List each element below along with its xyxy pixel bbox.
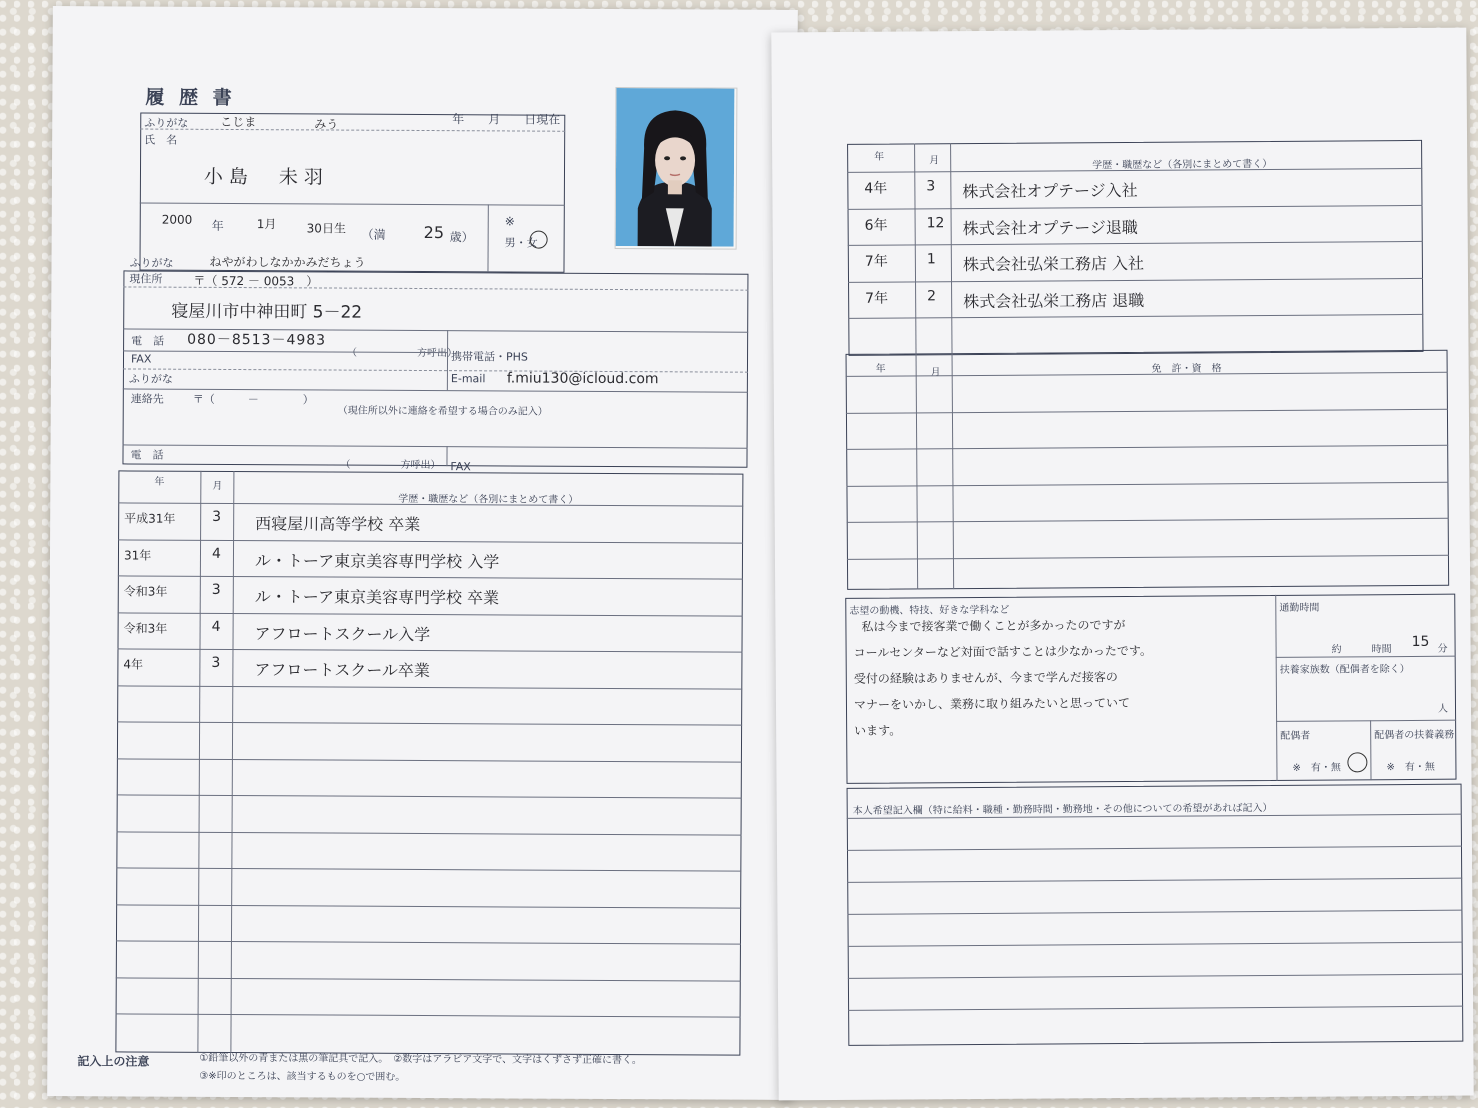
license-col-month: 月 [930, 367, 941, 379]
education-year: 令和3年 [123, 584, 168, 599]
education-month: 3 [211, 581, 221, 598]
furigana-surname: こじま [220, 114, 257, 130]
birth-month: 1月 [256, 217, 277, 232]
contact-label: 連絡先 [130, 392, 164, 406]
name-label: 氏 名 [144, 133, 178, 147]
dependents-unit: 人 [1437, 703, 1449, 715]
date-label: 年 月 日現在 [452, 112, 561, 127]
form-title: 履 歴 書 [145, 86, 236, 110]
education-year: 31年 [123, 547, 152, 563]
birth-day: 30日生 [306, 221, 347, 236]
education-entry: アフロートスクール入学 [254, 623, 431, 644]
license-col-year: 年 [875, 363, 886, 375]
education-year: 令和3年 [123, 620, 168, 636]
email-value: f.miu130@icloud.com [506, 370, 659, 388]
license-rows [771, 28, 1466, 33]
work-month: 2 [927, 287, 937, 304]
address-furigana: ねやがわしなかかみだちょう [209, 254, 366, 270]
resume-right-page [771, 28, 1473, 1101]
education-entry: ル・トーア東京美容専門学校 卒業 [254, 587, 500, 608]
address-furigana-label: ふりがな [129, 256, 174, 270]
spouse-circle-mark [1347, 752, 1367, 772]
education-year: 平成31年 [124, 511, 176, 526]
gender-note: ※ [504, 214, 515, 229]
phone-suffix: （ 方呼出） [347, 347, 458, 360]
edu-col-month: 月 [212, 480, 223, 492]
spouse-value: ※ 有・無 [1292, 762, 1341, 774]
work-col-month: 月 [929, 155, 940, 167]
education-year: 4年 [123, 657, 144, 672]
birth-year-label: 年 [211, 218, 224, 233]
furigana-label: ふりがな [144, 116, 189, 130]
education-entry: ル・トーア東京美容専門学校 入学 [254, 550, 500, 571]
commute-label: 通勤時間 [1279, 602, 1320, 614]
gender-circle-mark [530, 231, 548, 249]
work-entry: 株式会社オプテージ入社 [962, 180, 1138, 202]
notes-line-2: ③※印のところは、該当するものを○で囲む。 [199, 1070, 406, 1083]
work-col-year: 年 [874, 151, 885, 163]
contact-phone-label: 電 話 [130, 448, 164, 462]
spouse-support-value: ※ 有・無 [1386, 761, 1435, 774]
address-value: 寝屋川市中神田町 5－22 [171, 301, 363, 323]
furigana-given: みう [314, 117, 339, 132]
work-month: 12 [926, 214, 945, 231]
work-entry: 株式会社弘栄工務店 退職 [963, 290, 1145, 311]
notes-title: 記入上の注意 [77, 1054, 150, 1069]
motivation-line: 受付の経験はありませんが、今まで学んだ接客の [853, 670, 1118, 686]
education-month: 4 [211, 618, 221, 635]
address-label: 現住所 [129, 272, 163, 286]
work-year: 7年 [864, 253, 888, 270]
motivation-line: マナーをいかし、業務に取り組みたいと思っていて [853, 695, 1131, 712]
mobile-label: 携帯電話・PHS [450, 350, 528, 364]
age-suffix: 歳） [449, 230, 474, 245]
work-year: 6年 [864, 217, 888, 234]
resume-left-page [47, 6, 798, 1100]
request-label: 本人希望記入欄（特に給料・職種・勤務時間・勤務地・その他についての希望があれば記入） [852, 802, 1273, 817]
contact-fax-label: FAX [450, 460, 471, 474]
education-entry: アフロートスクール卒業 [254, 660, 430, 681]
phone-label: 電 話 [131, 334, 165, 348]
contact-postal: 〒（ － ） [192, 392, 314, 407]
edu-col-history: 学歴・職歴など（各別にまとめて書く） [398, 493, 579, 506]
work-year: 7年 [865, 290, 889, 307]
work-col-history: 学歴・職歴など（各別にまとめて書く） [1092, 158, 1273, 172]
motivation-line: コールセンターなど対面で話すことは少なかったです。 [853, 643, 1152, 660]
furigana-label-2: ふりがな [128, 372, 173, 386]
motivation-line: 私は今まで接客業で働くことが多かったのですが [861, 617, 1126, 634]
id-photo [615, 87, 738, 250]
portrait-photo [616, 88, 735, 247]
fax-label: FAX [130, 352, 152, 366]
commute-hours-label: 時間 [1371, 644, 1392, 656]
license-col-title: 免 許・資 格 [1151, 363, 1222, 375]
age-prefix: （満 [361, 227, 386, 242]
work-month: 3 [926, 178, 936, 195]
education-month: 3 [212, 508, 222, 525]
email-label: E-mail [450, 372, 486, 386]
contact-note: （現住所以外に連絡を希望する場合のみ記入） [337, 405, 548, 418]
work-month: 1 [926, 251, 936, 268]
contact-phone-suffix: （ 方呼出） [340, 459, 441, 472]
gender-options: 男・女 [504, 236, 538, 250]
age-value: 25 [423, 223, 445, 243]
work-entry: 株式会社弘栄工務店 入社 [962, 253, 1145, 275]
education-entry: 西寝屋川高等学校 卒業 [255, 514, 421, 534]
request-lines [771, 28, 1466, 33]
edu-col-year: 年 [154, 476, 165, 488]
commute-minutes: 15 [1411, 633, 1430, 650]
education-month: 4 [211, 545, 221, 562]
education-month: 3 [211, 654, 221, 671]
applicant-name: 小島 未羽 [203, 165, 330, 189]
work-entry: 株式会社オプテージ退職 [962, 217, 1138, 238]
motivation-line: います。 [854, 723, 902, 738]
work-year: 4年 [864, 180, 888, 197]
spouse-support-label: 配偶者の扶養義務 [1374, 729, 1455, 742]
phone-number: 080－8513－4983 [187, 331, 327, 349]
dependents-label: 扶養家族数（配偶者を除く） [1279, 663, 1410, 676]
commute-minutes-label: 分 [1437, 643, 1448, 655]
notes-line-1: ①鉛筆以外の青または黒の筆記具で記入。 ②数字はアラビア文字で、文字はくずさず正確に書く。 [199, 1052, 642, 1067]
birth-year: 2000 [161, 212, 193, 227]
name-block [139, 113, 565, 273]
spouse-label: 配偶者 [1280, 730, 1311, 742]
postal-code: 〒（ 572 － 0053 ） [193, 273, 319, 289]
motivation-label: 志望の動機、特技、好きな学科など [849, 604, 1010, 617]
commute-prefix: 約 [1331, 644, 1342, 656]
